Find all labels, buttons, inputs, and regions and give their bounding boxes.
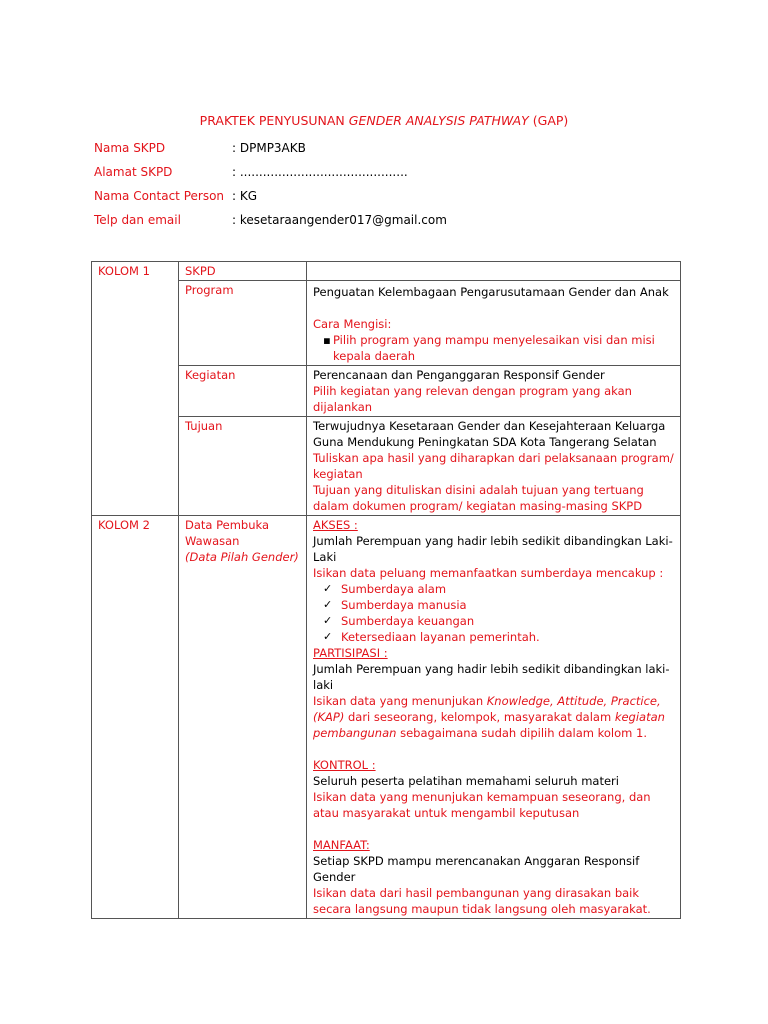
tujuan-hint-1: Tuliskan apa hasil yang diharapkan dari pelaksanaan program/ kegiatan: [313, 451, 674, 481]
info-row-telp-email: [94, 213, 447, 227]
info-label: Telp dan email: [94, 213, 181, 227]
kegiatan-label-cell: Kegiatan: [179, 366, 307, 417]
table-row: [92, 262, 681, 281]
tujuan-label-cell: Tujuan: [179, 417, 307, 516]
partisipasi-text: Jumlah Perempuan yang hadir lebih sedikit dibandingkan laki-laki: [313, 662, 670, 692]
kontrol-text: Seluruh peserta pelatihan memahami seluruh materi: [313, 774, 619, 788]
kontrol-heading: KONTROL :: [313, 758, 376, 772]
checkmark-icon: ✓: [323, 614, 333, 627]
table-row: [92, 516, 681, 919]
skpd-cell: SKPD: [179, 262, 307, 281]
list-item: ✓ Sumberdaya alam: [323, 582, 447, 596]
program-label-cell: Program: [179, 281, 307, 366]
info-row-nama-skpd: [94, 141, 306, 155]
list-item: ✓ Ketersediaan layanan pemerintah.: [323, 630, 540, 644]
info-row-contact-person: [94, 189, 257, 203]
info-value: : DPMP3AKB: [232, 141, 306, 155]
manfaat-hint: Isikan data dari hasil pembangunan yang dirasakan baik secara langsung maupun tidak langsung oleh masyarakat.: [313, 886, 651, 916]
tujuan-hint-2: Tujuan yang dituliskan disini adalah tujuan yang tertuang dalam dokumen program/ kegiatan masing-masing SKPD: [313, 483, 644, 513]
kegiatan-text: Perencanaan dan Penganggaran Responsif Gender: [313, 368, 605, 382]
akses-text: Jumlah Perempuan yang hadir lebih sedikit dibandingkan Laki-Laki: [313, 534, 673, 564]
table-row: [92, 366, 681, 417]
kegiatan-content-cell: [307, 366, 681, 417]
akses-heading: AKSES :: [313, 518, 358, 532]
manfaat-text: Setiap SKPD mampu merencanakan Anggaran Responsif Gender: [313, 854, 640, 884]
kontrol-hint: Isikan data yang menunjukan kemampuan seseorang, dan atau masyarakat untuk mengambil keputusan: [313, 790, 651, 820]
akses-hint: Isikan data peluang memanfaatkan sumberdaya mencakup :: [313, 566, 664, 580]
table-row: [92, 281, 681, 366]
info-value: : ............................................: [232, 165, 408, 179]
info-label: Nama Contact Person: [94, 189, 225, 203]
kolom-2-cell: KOLOM 2: [92, 516, 179, 919]
cara-mengisi-title: Cara Mengisi:: [313, 317, 392, 331]
list-item: ✓ Sumberdaya keuangan: [323, 614, 475, 628]
kolom-1-cell: KOLOM 1: [92, 262, 179, 516]
page-title: PRAKTEK PENYUSUNAN GENDER ANALYSIS PATHWAY (GAP): [199, 113, 569, 128]
manfaat-heading: MANFAAT:: [313, 838, 370, 852]
tujuan-content-cell: [307, 417, 681, 516]
checkmark-icon: ✓: [323, 630, 333, 643]
checkmark-icon: ✓: [323, 598, 333, 611]
checkmark-icon: ✓: [323, 582, 333, 595]
tujuan-text: Terwujudnya Kesetaraan Gender dan Kesejahteraan Keluarga Guna Mendukung Peningkatan SDA Kota Tangerang Selatan: [313, 419, 666, 449]
partisipasi-heading: PARTISIPASI :: [313, 646, 388, 660]
cara-mengisi-list: [313, 332, 676, 364]
table-row: [92, 417, 681, 516]
gap-table: [91, 261, 681, 919]
program-text: Penguatan Kelembagaan Pengarusutamaan Gender dan Anak: [313, 285, 669, 299]
info-row-alamat-skpd: [94, 165, 408, 179]
info-label: Alamat SKPD: [94, 165, 173, 179]
akses-list: [313, 581, 676, 645]
data-pilah-label: (Data Pilah Gender): [185, 550, 299, 564]
partisipasi-hint: Isikan data yang menunjukan Knowledge, Attitude, Practice, (KAP) dari seseorang, kelompok, masyarakat dalam kegiatan pembangunan sebagaimana sudah dipilih dalam kolom 1.: [313, 694, 665, 740]
info-value: : KG: [232, 189, 258, 203]
list-item: ✓ Sumberdaya manusia: [323, 598, 467, 612]
list-item: ▪ Pilih program yang mampu menyelesaikan visi dan misi kepala daerah: [323, 332, 676, 364]
kegiatan-hint: Pilih kegiatan yang relevan dengan program yang akan dijalankan: [313, 384, 632, 414]
data-pembuka-label: Data Pembuka Wawasan: [185, 518, 270, 548]
data-pembuka-cell: [179, 516, 307, 919]
info-value: : kesetaraangender017@gmail.com: [232, 213, 447, 227]
info-label: Nama SKPD: [94, 141, 166, 155]
program-content-cell: [307, 281, 681, 366]
kolom-2-content-cell: [307, 516, 681, 919]
skpd-value-cell: [307, 262, 681, 281]
